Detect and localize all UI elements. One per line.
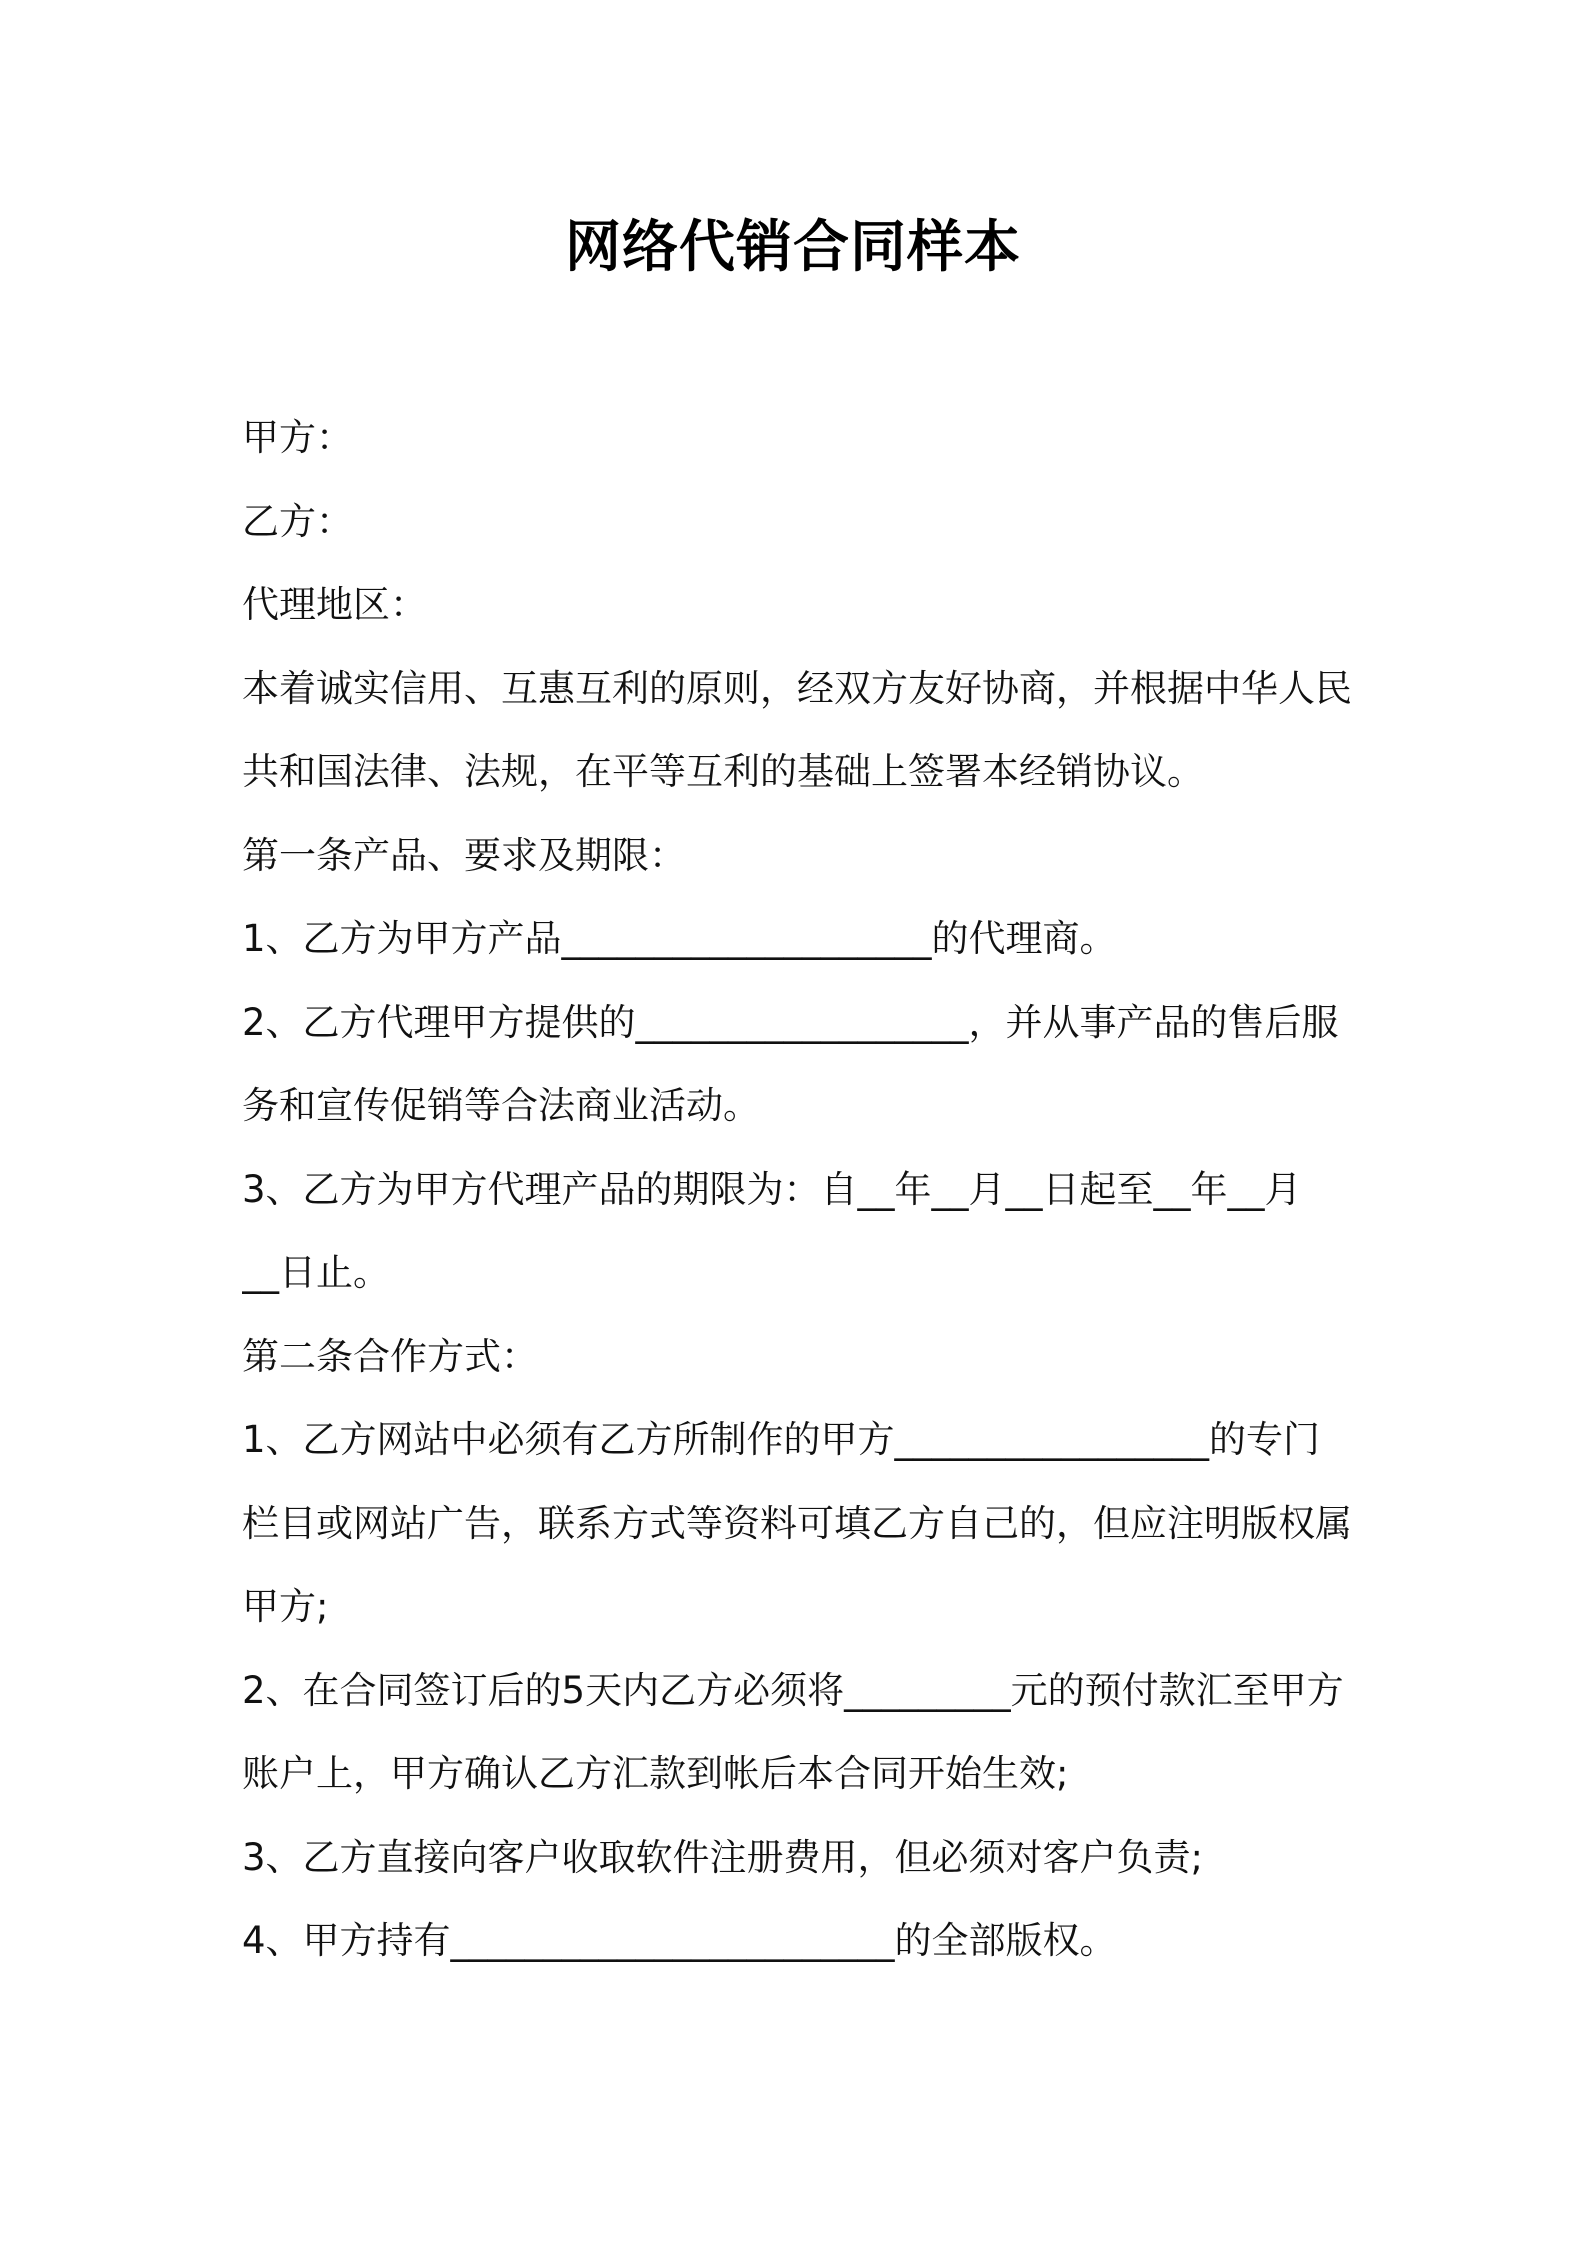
article-1-heading: 第一条产品、要求及期限： <box>242 833 686 877</box>
preamble-line-2: 共和国法律、法规，在平等互利的基础上签署本经销协议。 <box>242 750 1204 793</box>
article-2-item-1-line-1: 1、乙方网站中必须有乙方所制作的甲方_________________的专门 <box>242 1418 1321 1461</box>
article-1-item-2-line-2: 务和宣传促销等合法商业活动。 <box>242 1084 760 1127</box>
article-1-item-1: 1、乙方为甲方产品____________________的代理商。 <box>242 917 1117 960</box>
article-2-item-3: 3、乙方直接向客户收取软件注册费用，但必须对客户负责; <box>242 1835 1204 1879</box>
article-2-item-2-line-1: 2、在合同签订后的5天内乙方必须将_________元的预付款汇至甲方 <box>242 1668 1344 1712</box>
article-2-item-4: 4、甲方持有________________________的全部版权。 <box>242 1919 1117 1962</box>
document-title: 网络代销合同样本 <box>565 215 1021 280</box>
article-1-item-3-line-1: 3、乙方为甲方代理产品的期限为：自__年__月__日起至__年__月 <box>242 1167 1302 1211</box>
document-body <box>242 396 1362 1983</box>
article-2-item-2-line-2: 账户上，甲方确认乙方汇款到帐后本合同开始生效; <box>242 1752 1069 1795</box>
party-a-line: 甲方： <box>242 416 353 459</box>
party-b-line: 乙方： <box>242 499 353 543</box>
agency-region-line: 代理地区： <box>242 583 427 626</box>
preamble-line-1: 本着诚实信用、互惠互利的原则，经双方友好协商，并根据中华人民 <box>242 666 1352 710</box>
article-1-item-2-line-1: 2、乙方代理甲方提供的__________________，并从事产品的售后服 <box>242 1000 1339 1044</box>
article-1-item-3-line-2: __日止。 <box>242 1251 390 1294</box>
article-2-heading: 第二条合作方式： <box>242 1334 538 1378</box>
article-2-item-1-line-3: 甲方; <box>242 1585 329 1628</box>
article-2-item-1-line-2: 栏目或网站广告，联系方式等资料可填乙方自己的，但应注明版权属 <box>242 1501 1352 1545</box>
